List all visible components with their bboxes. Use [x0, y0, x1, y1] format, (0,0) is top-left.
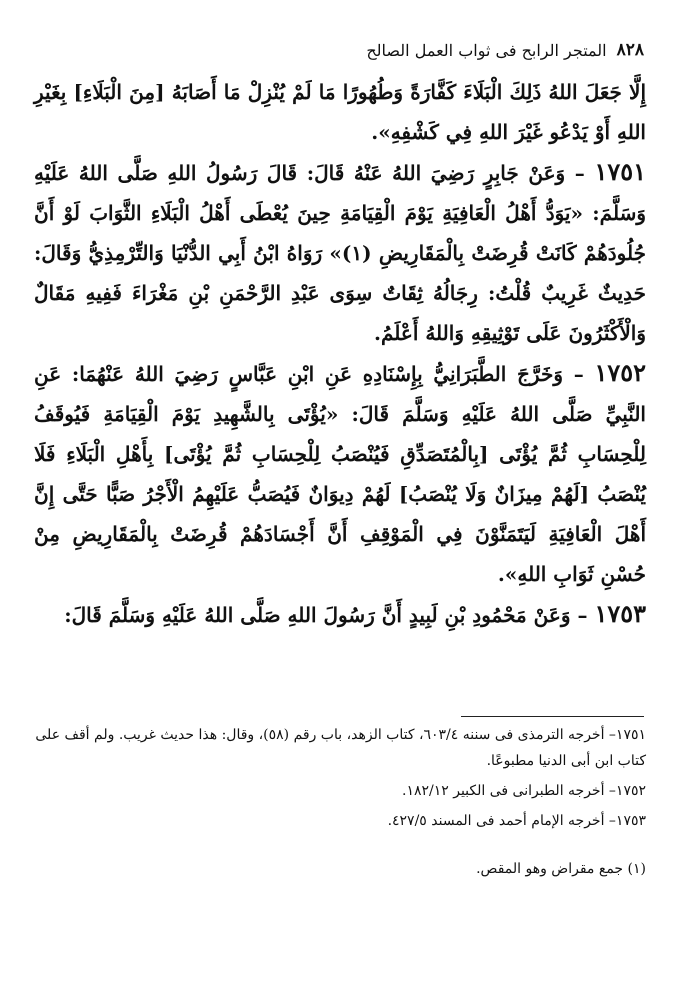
- footnote-1751: ١٧٥١– أخرجه الترمذى فى سننه ٦٠٣/٤، كتاب الزهد، باب رقم (٥٨)، وقال: هذا حديث غريب. ولم أقف على كتاب ابن أبى الدنيا مطبوعًا.: [35, 727, 646, 769]
- footnote-separator: [461, 716, 644, 717]
- footnote-1753: ١٧٥٣– أخرجه الإمام أحمد فى المسند ٤٢٧/٥.: [387, 813, 646, 829]
- hadith-1752: [34, 353, 646, 594]
- footnotes: [34, 722, 646, 886]
- hadith-1753: [34, 594, 646, 635]
- main-text: [34, 72, 646, 635]
- footnote-note-1: (١) جمع مقراض وهو المقص.: [476, 861, 646, 877]
- hadith-number: ١٧٥١: [594, 157, 646, 186]
- footnote-1752: ١٧٥٢– أخرجه الطبرانى فى الكبير ١٨٢/١٢.: [401, 783, 646, 799]
- hadith-1751: [34, 152, 646, 353]
- hadith-text: – وَخَرَّجَ الطَّبَرَانِيُّ بِإِسْنَادِهِ عَنِ ابْنِ عَبَّاسٍ رَضِيَ اللهُ عَنْهُمَا: عَنِ النَّبِيِّ صَلَّى اللهُ عَلَيْهِ وَسَلَّمَ قَالَ: «يُؤْتَى بِالشَّهِيدِ يَوْمَ الْقِيَامَةِ فَيُوقَفُ لِلْحِسَابِ ثُمَّ يُؤْتَى [بِالْمُتَصَدِّقِ فَيُنْصَبُ لِلْحِسَابِ ثُمَّ يُؤْتَى] بِأَهْلِ الْبَلَاءِ فَلَا يُنْصَبُ [لَهُمْ مِيزَانٌ وَلَا يُنْصَبُ] لَهُمْ دِيوَانٌ فَيُصَبُّ عَلَيْهِمُ الْأَجْرُ صَبًّا حَتَّى إِنَّ أَهْلَ الْعَافِيَةِ لَيَتَمَنَّوْنَ فِي الْمَوْقِفِ أَنَّ أَجْسَادَهُمْ قُرِضَتْ بِالْمَقَارِيضِ مِنْ حُسْنِ ثَوَابِ اللهِ».: [34, 362, 646, 586]
- paragraph-continuation: إِلَّا جَعَلَ اللهُ ذَلِكَ الْبَلَاءَ كَفَّارَةً وَطُهُورًا مَا لَمْ يُنْزِلْ مَا أَصَابَهُ [مِنَ الْبَلَاءِ] بِغَيْرِ اللهِ أَوْ يَدْعُو غَيْرَ اللهِ فِي كَشْفِهِ».: [34, 80, 646, 144]
- page-header: [38, 36, 644, 64]
- hadith-text: – وَعَنْ جَابِرٍ رَضِيَ اللهُ عَنْهُ قَالَ: قَالَ رَسُولُ اللهِ صَلَّى اللهُ عَلَيْهِ وَسَلَّمَ: «يَوَدُّ أَهْلُ الْعَافِيَةِ يَوْمَ الْقِيَامَةِ حِينَ يُعْطَى أَهْلُ الْبَلَاءِ الثَّوَابَ لَوْ أَنَّ جُلُودَهُمْ كَانَتْ قُرِضَتْ بِالْمَقَارِيضِ (١)» رَوَاهُ ابْنُ أَبِي الدُّنْيَا وَالتِّرْمِذِيُّ وَقَالَ: حَدِيثٌ غَرِيبٌ قُلْتُ: رِجَالُهُ ثِقَاتٌ سِوَى عَبْدِ الرَّحْمَنِ بْنِ مَغْرَاءَ فَفِيهِ مَقَالٌ وَالْأَكْثَرُونَ عَلَى تَوْثِيقِهِ وَاللهُ أَعْلَمُ.: [34, 161, 647, 345]
- running-title: المتجر الرابح فى ثواب العمل الصالح: [366, 40, 607, 60]
- hadith-number: ١٧٥٢: [594, 358, 647, 387]
- page-number: ٨٢٨: [616, 40, 644, 60]
- hadith-text: – وَعَنْ مَحْمُودِ بْنِ لَبِيدٍ أَنَّ رَسُولَ اللهِ صَلَّى اللهُ عَلَيْهِ وَسَلَّمَ قَالَ:: [64, 603, 588, 627]
- hadith-number: ١٧٥٣: [594, 599, 646, 628]
